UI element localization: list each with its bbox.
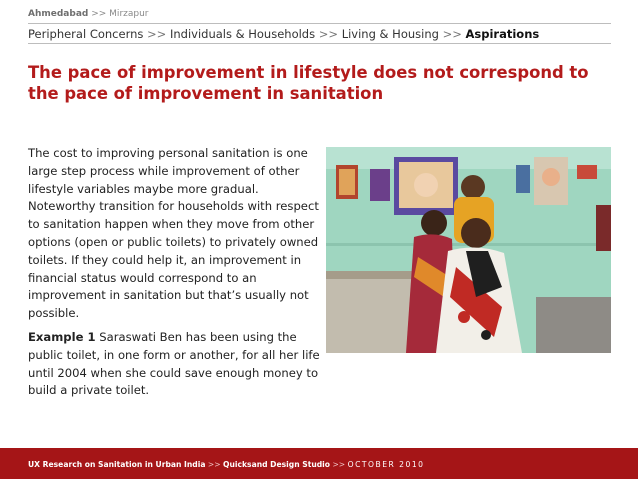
location-breadcrumb: [28, 9, 149, 19]
bed: [326, 275, 421, 353]
breadcrumb-area: Mirzapur: [109, 9, 149, 19]
breadcrumb-separator: >>: [442, 27, 462, 41]
breadcrumb-current-aspirations: Aspirations: [465, 27, 540, 41]
section-breadcrumb: [28, 27, 539, 41]
body-text: [28, 145, 320, 406]
poster: [516, 165, 530, 193]
breadcrumb-city: Ahmedabad: [28, 9, 89, 19]
breadcrumb-item-living-housing: Living & Housing: [341, 27, 439, 41]
breadcrumb-separator: >>: [147, 27, 167, 41]
page-title: The pace of improvement in lifestyle does not correspond to the pace of improvement in sanitation: [28, 63, 589, 103]
footer-project: UX Research on Sanitation in Urban India: [28, 460, 206, 469]
furniture: [536, 297, 611, 353]
poster: [596, 205, 611, 251]
breadcrumb-divider: [28, 43, 611, 44]
breadcrumb-separator: >>: [318, 27, 339, 41]
breadcrumb-separator: >>: [91, 9, 107, 19]
body-paragraph: The cost to improving personal sanitation is one large step process while improvement of other lifestyle variables maybe more gradual. Noteworthy transition for households with respect to sanitation happen when they move from other options (open or public toilets) to privately owned toilets. If they could help it, an improvement in financial status would correspond to an improvement in sanitation but that’s usually not possible.: [28, 146, 319, 321]
footer-text: [28, 460, 425, 469]
breadcrumb-item-individuals-households: Individuals & Households: [169, 27, 316, 41]
poster: [370, 169, 390, 201]
top-divider: [28, 23, 611, 24]
poster: [577, 165, 597, 179]
example-label: Example 1: [28, 329, 96, 344]
footer-studio: Quicksand Design Studio: [223, 460, 331, 469]
footer-separator: >>: [207, 460, 221, 469]
example-text: Saraswati Ben has been using the public toilet, in one form or another, for all her life until 2004 when she could save enough money to build a private toilet.: [28, 329, 320, 398]
footer-bar: [0, 448, 638, 479]
household-photo: [326, 147, 611, 353]
breadcrumb-item-peripheral-concerns: Peripheral Concerns: [28, 27, 144, 41]
footer-separator: >>: [332, 460, 346, 469]
example-paragraph: [28, 329, 320, 400]
photo-illustration: [326, 147, 611, 353]
footer-date: OCTOBER 2010: [347, 460, 425, 469]
